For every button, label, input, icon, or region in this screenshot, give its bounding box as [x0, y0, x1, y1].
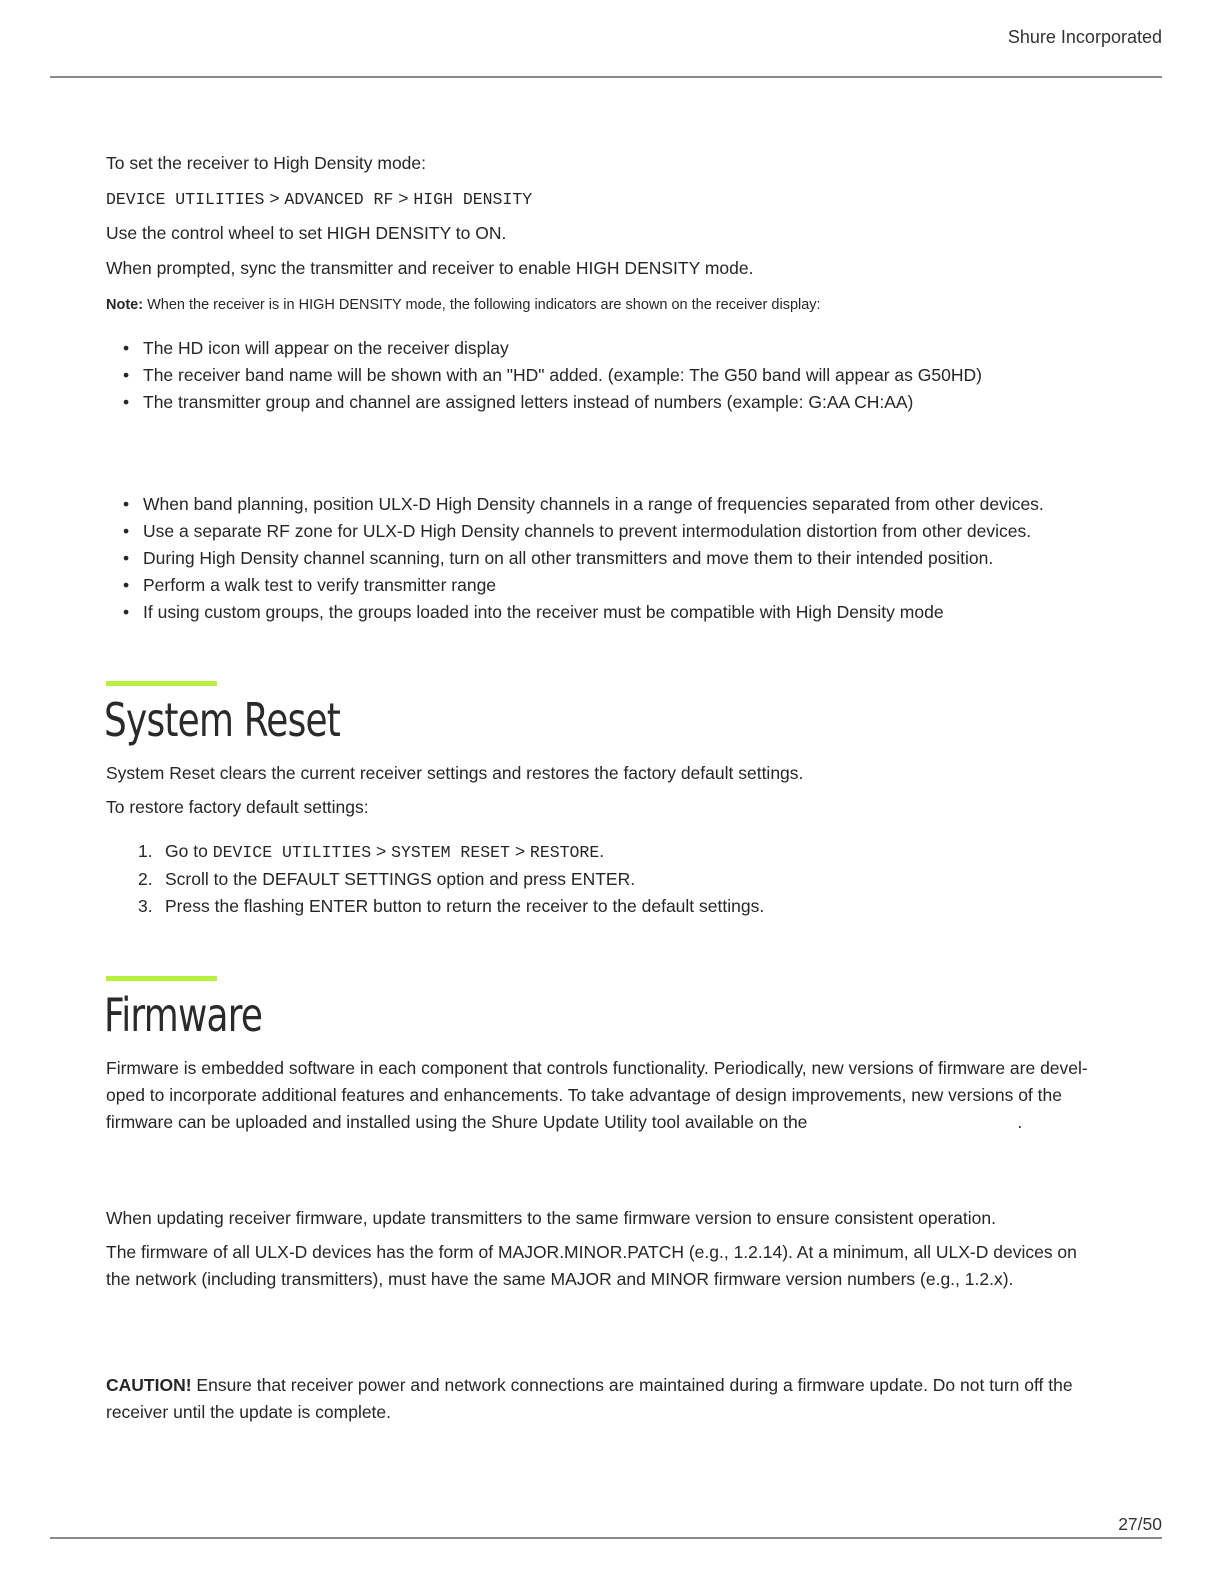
system-reset-heading: System Reset: [104, 693, 341, 747]
step2-text: Scroll to the DEFAULT SETTINGS option and press ENTER.: [165, 869, 636, 889]
step1-prefix: Go to: [165, 841, 208, 861]
hd-note: [106, 292, 821, 319]
note-label: Note:: [106, 297, 144, 313]
firmware-p2: When updating receiver firmware, update transmitters to the same firmware version to ensure consistent operation.: [106, 1208, 996, 1228]
page-number: 27/50: [1118, 1514, 1162, 1534]
step1-end: .: [599, 841, 605, 861]
path-high-density: HIGH DENSITY: [413, 190, 533, 209]
list-item: • The receiver band name will be shown with an "HD" added. (example: The G50 band will appear as G50HD): [106, 362, 982, 389]
step-number: 3.: [138, 896, 153, 916]
firmware-p1-line1: Firmware is embedded software in each component that controls functionality. Periodically, new versions of firmware are devel-: [106, 1058, 1088, 1078]
firmware-p3-line2: the network (including transmitters), must have the same MAJOR and MINOR firmware version numbers (e.g., 1.2.x).: [106, 1269, 1014, 1289]
system-reset-intro: To restore factory default settings:: [106, 797, 369, 817]
path-advanced-rf: ADVANCED RF: [284, 190, 394, 209]
path-device-utilities: DEVICE UTILITIES: [212, 843, 372, 862]
list-item: • Use a separate RF zone for ULX-D High Density channels to prevent intermodulation distortion from other devices.: [106, 518, 1044, 545]
caution-line1: [106, 1372, 1073, 1399]
hd-indicator-list: [106, 335, 982, 416]
path-separator: >: [376, 841, 387, 861]
list-item: [106, 838, 764, 866]
company-name: Shure Incorporated: [1007, 27, 1162, 47]
firmware-p1-line3-text: firmware can be uploaded and installed using the Shure Update Utility tool available on the: [106, 1112, 808, 1132]
firmware-p1-end: .: [1017, 1112, 1023, 1132]
path-separator: >: [398, 188, 409, 208]
firmware-p1-line3: [106, 1109, 1022, 1136]
list-item: • The transmitter group and channel are assigned letters instead of numbers (example: G:AA CH:AA): [106, 389, 982, 416]
hd-menu-path: [106, 185, 532, 213]
hd-tips-list: [106, 491, 1044, 626]
section-accent-bar: [106, 681, 217, 686]
hd-step-sync: When prompted, sync the transmitter and receiver to enable HIGH DENSITY mode.: [106, 258, 754, 278]
path-device-utilities: DEVICE UTILITIES: [106, 190, 265, 209]
step3-text: Press the flashing ENTER button to return the receiver to the default settings.: [165, 896, 765, 916]
path-separator: >: [269, 188, 280, 208]
firmware-p3-line1: The firmware of all ULX-D devices has the form of MAJOR.MINOR.PATCH (e.g., 1.2.14). At a minimum, all ULX-D devices on: [106, 1242, 1077, 1262]
caution-label: CAUTION!: [106, 1375, 192, 1395]
list-item: [106, 893, 764, 920]
hd-step-wheel: Use the control wheel to set HIGH DENSITY to ON.: [106, 223, 507, 243]
header-divider: [50, 76, 1162, 78]
step-number: 2.: [138, 869, 153, 889]
section-accent-bar: [106, 976, 217, 981]
list-item: • If using custom groups, the groups loaded into the receiver must be compatible with High Density mode: [106, 599, 1044, 626]
list-item: [106, 866, 764, 893]
note-text: When the receiver is in HIGH DENSITY mode, the following indicators are shown on the receiver display:: [147, 297, 821, 313]
path-restore: RESTORE: [529, 843, 600, 862]
list-item: • When band planning, position ULX-D High Density channels in a range of frequencies separated from other devices.: [106, 491, 1044, 518]
path-separator: >: [514, 841, 526, 861]
caution-text: Ensure that receiver power and network connections are maintained during a firmware update. Do not turn off the: [196, 1375, 1073, 1395]
list-item: • During High Density channel scanning, turn on all other transmitters and move them to their intended position.: [106, 545, 1044, 572]
path-system-reset: SYSTEM RESET: [391, 843, 510, 862]
caution-line2: receiver until the update is complete.: [106, 1402, 392, 1422]
footer-divider: [50, 1537, 1162, 1539]
system-reset-description: System Reset clears the current receiver settings and restores the factory default settings.: [106, 763, 804, 783]
step-number: 1.: [138, 841, 153, 861]
system-reset-steps: [106, 838, 764, 920]
firmware-p1-line2: oped to incorporate additional features and enhancements. To take advantage of design improvements, new versions of the: [106, 1085, 1062, 1105]
firmware-heading: Firmware: [104, 988, 263, 1042]
list-item: • The HD icon will appear on the receiver display: [106, 335, 982, 362]
list-item: • Perform a walk test to verify transmitter range: [106, 572, 1044, 599]
hd-intro: To set the receiver to High Density mode:: [106, 153, 427, 173]
